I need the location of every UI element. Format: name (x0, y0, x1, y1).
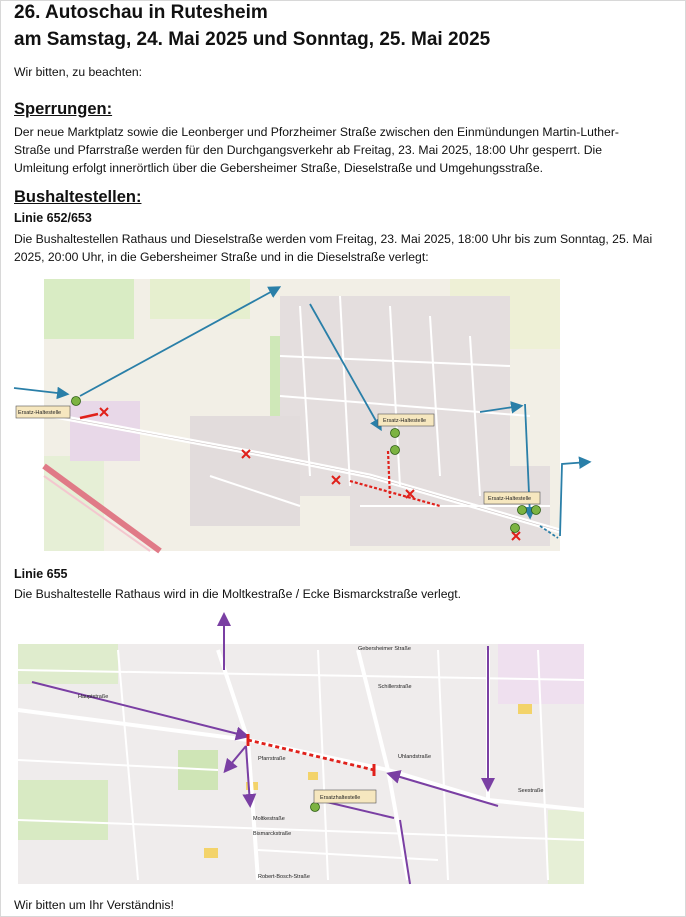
map-linie-652 (10, 276, 595, 554)
sperrungen-heading: Sperrungen: (14, 100, 113, 118)
page-title: 26. Autoschau in Rutesheim (14, 2, 268, 23)
map1-label-left: Ersatz-Haltestelle (18, 410, 62, 416)
sperrungen-line-3: Umleitung erfolgt innerörtlich über die Gebersheimer Straße, Dieselstraße und Umgehungsstraße. (14, 161, 544, 175)
street-label: Hauptstraße (78, 694, 109, 700)
street-label: Schillerstraße (378, 684, 412, 690)
sperrungen-line-1: Der neue Marktplatz sowie die Leonberger und Pforzheimer Straße zwischen den Einmündungen Martin-Luther- (14, 125, 619, 139)
intro-text: Wir bitten, zu beachten: (14, 65, 143, 79)
linie-652-title: Linie 652/653 (14, 211, 92, 225)
street-label: Seestraße (518, 788, 544, 794)
linie-652-line-2: 2025, 20:00 Uhr, in die Gebersheimer Straße und in die Dieselstraße verlegt: (14, 250, 429, 264)
page-subtitle: am Samstag, 24. Mai 2025 und Sonntag, 25. Mai 2025 (14, 29, 491, 50)
map-linie-655 (18, 610, 588, 888)
street-label: Gebersheimer Straße (358, 646, 411, 652)
street-label: Uhlandstraße (398, 754, 432, 760)
linie-655-line-1: Die Bushaltestelle Rathaus wird in die Moltkestraße / Ecke Bismarckstraße verlegt. (14, 587, 462, 601)
street-label: Robert-Bosch-Straße (258, 874, 310, 880)
linie-655-title: Linie 655 (14, 567, 68, 581)
street-label: Pfarrstraße (258, 756, 286, 762)
sperrungen-line-2: Straße und Pfarrstraße werden für den Durchgangsverkehr ab Freitag, 23. Mai 2025, 18:00 Uhr gesperrt. Die (14, 143, 603, 157)
closing-text: Wir bitten um Ihr Verständnis! (14, 898, 174, 912)
linie-652-line-1: Die Bushaltestellen Rathaus und Dieselstraße werden vom Freitag, 23. Mai 2025, 18:00 Uhr bis zum Sonntag, 25. Mai (14, 232, 653, 246)
street-label: Bismarckstraße (253, 831, 292, 837)
bushaltestellen-heading: Bushaltestellen: (14, 188, 142, 206)
street-label: Moltkestraße (253, 816, 285, 822)
map1-label-right: Ersatz-Haltestelle (488, 496, 532, 502)
map2-label: Ersatzhaltestelle (320, 795, 361, 801)
map1-label-mid: Ersatz-Haltestelle (383, 418, 427, 424)
